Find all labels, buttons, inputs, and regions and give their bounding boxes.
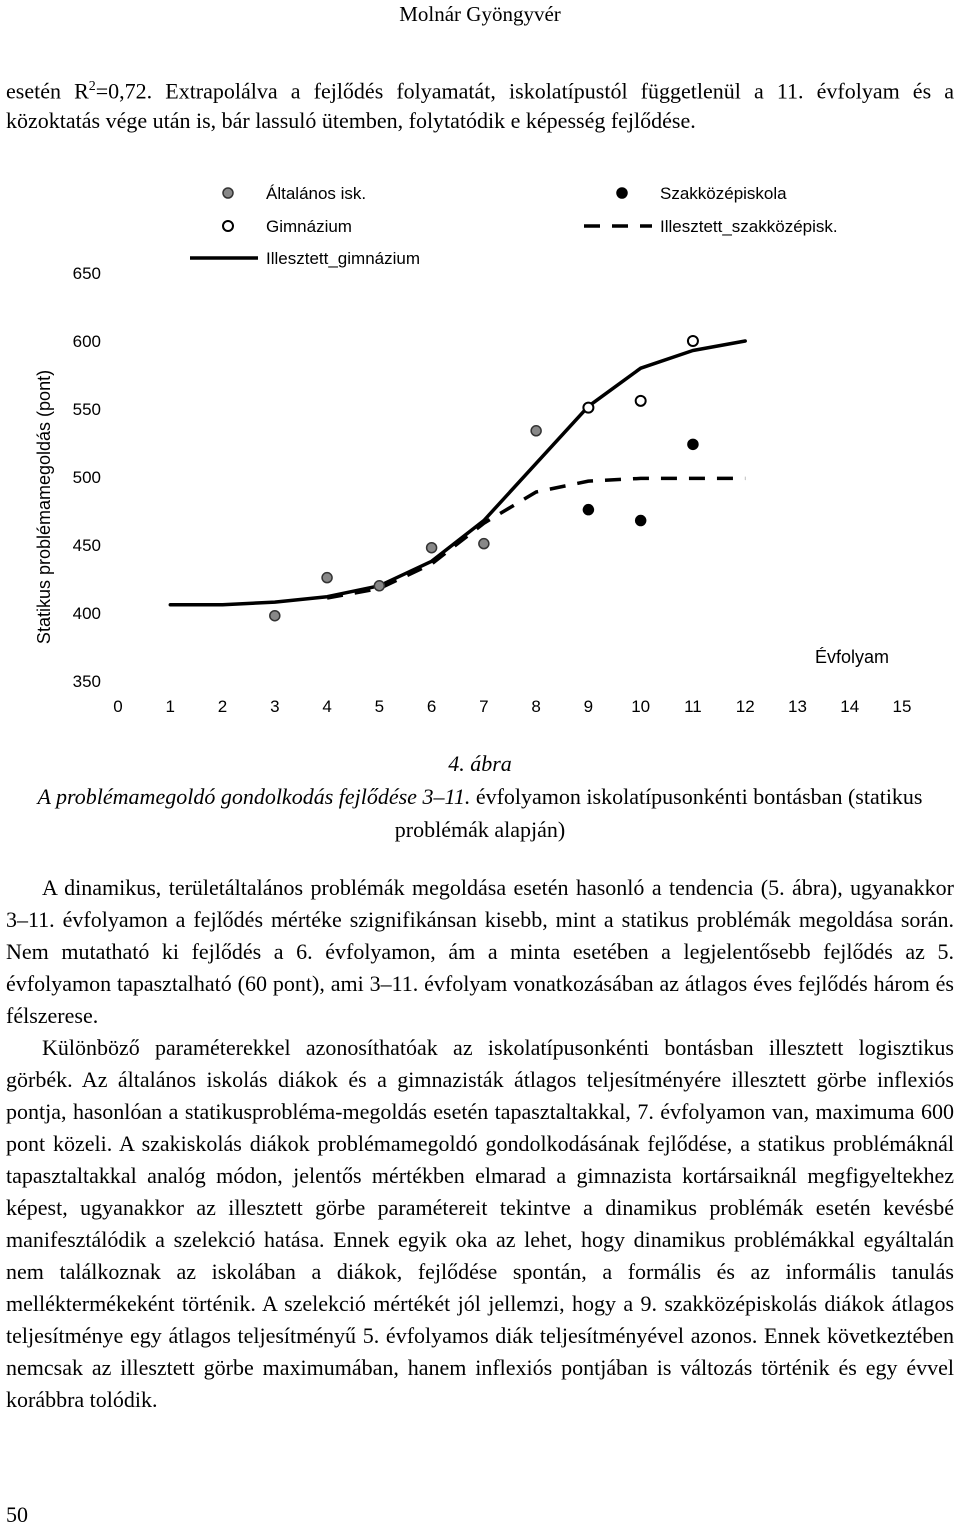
legend-marker (617, 188, 627, 198)
legend-label: Illesztett_szakközépisk. (660, 217, 838, 236)
data-point (636, 396, 646, 406)
x-tick-label: 8 (531, 697, 541, 716)
y-tick-label: 350 (72, 672, 101, 691)
data-point (583, 505, 593, 515)
legend-label: Gimnázium (266, 217, 352, 236)
y-tick-label: 550 (72, 400, 101, 419)
data-point (583, 403, 593, 413)
chart-ticks (73, 264, 912, 716)
x-tick-label: 4 (322, 697, 332, 716)
x-tick-label: 14 (840, 697, 860, 716)
data-point (374, 581, 384, 591)
legend-label: Általános isk. (266, 184, 367, 203)
page-number: 50 (6, 1502, 28, 1527)
data-point (688, 439, 698, 449)
legend-label: Szakközépiskola (660, 184, 787, 203)
y-tick-label: 400 (72, 604, 101, 623)
y-tick-label: 500 (72, 468, 101, 487)
figure-number: 4. ábra (448, 751, 512, 776)
data-point (270, 611, 280, 621)
data-point (427, 543, 437, 553)
x-tick-label: 10 (631, 697, 651, 716)
chart-legend (190, 184, 838, 268)
legend-marker (223, 188, 233, 198)
y-tick-label: 450 (72, 536, 101, 555)
x-tick-label: 5 (374, 697, 385, 716)
intro-paragraph: esetén $R^2=0,72$. Extrapolálva a fejlődés folyamatát, iskolatípustól függetlenül a 11. évfolyam és a közoktatás vége után is, bár lassuló ütemben, folytatódik e képesség fejlődése. (6, 78, 954, 134)
y-tick-label: 650 (72, 264, 101, 283)
figure-caption: A problémamegoldó gondolkodás fejlődése 3–11. évfolyamon iskolatípusonkénti bontásban (statikus problémák alapján) (37, 784, 923, 842)
y-axis-label: Statikus problémamegoldás (pont) (34, 369, 54, 645)
data-point (636, 516, 646, 526)
data-point (479, 539, 489, 549)
scatter-chart (0, 160, 960, 720)
x-axis-label: Évfolyam (814, 647, 890, 667)
x-tick-label: 6 (426, 697, 437, 716)
body-paragraph-1: A dinamikus, területáltalános problémák megoldása esetén hasonló a tendencia (5. ábra), ugyanakkor 3–11. évfolyamon a fejlődés mértéke szignifikánsan kisebb, mint a statikus problémák megoldása során. Nem mutatható ki fejlődés a 6. évfolyamon, ám a minta esetében a legjelentősebb fejlődés az 5. évfolyamon tapasztalható (60 pont), ami 3–11. évfolyam vonatkozásában az átlagos éves fejlődés három és félszerese. (6, 875, 954, 1028)
legend-label: Illesztett_gimnázium (266, 249, 421, 268)
x-tick-label: 12 (735, 697, 755, 716)
data-point (688, 336, 698, 346)
data-point (531, 426, 541, 436)
x-tick-label: 0 (113, 697, 123, 716)
running-header: Molnár Gyöngyvér (399, 2, 561, 26)
body-paragraph-2: Különböző paraméterekkel azonosíthatóak az iskolatípusonkénti bontásban illesztett logisztikus görbék. Az általános iskolás diákok és a gimnazisták átlagos teljesítményére illesztett görbe inflexiós pontja, hasonlóan a statikusprobléma-megoldás esetén tapasztaltakkal, 7. évfolyamon van, maximuma 600 pont közeli. A szakiskolás diákok problémamegoldó gondolkodásának fejlődése, a statikus problémáknál tapasztaltakkal analóg módon, jelentős mértékben elmarad a gimnazista kortársaiknál megfigyeltekhez képest, ugyanakkor az illesztett görbe paramétereit tekintve a dinamikus problémák esetén kevésbé manifesztálódik a szelekció hatása. Ennek egyik oka az lehet, hogy dinamikus problémákkal egyáltalán nem találkoznak az iskolában a diákok, fejlődése spontán, a formális és az informális tanulás melléktermékeként történik. A szelekció mértékét jól jellemzi, hogy a 9. szakközépiskolás diákok átlagos teljesítménye egy átlagos teljesítményű 5. évfolyamos diák teljesítményével azonos. Ennek következtében nemcsak az illesztett görbe maximumában, hanem inflexiós pontjában is változás történik és egy évvel korábbra tolódik. (6, 1035, 954, 1412)
x-tick-label: 15 (892, 697, 912, 716)
legend-marker (223, 221, 233, 231)
x-tick-label: 1 (165, 697, 176, 716)
body-text (6, 872, 954, 1416)
x-tick-label: 13 (788, 697, 807, 716)
x-tick-label: 7 (479, 697, 489, 716)
x-tick-label: 9 (583, 697, 594, 716)
y-tick-label: 600 (72, 332, 101, 351)
x-tick-label: 2 (217, 697, 228, 716)
fit-line-gimnazium (170, 341, 745, 605)
x-tick-label: 11 (684, 697, 702, 716)
x-tick-label: 3 (270, 697, 280, 716)
chart-fit-lines (170, 341, 745, 605)
data-point (322, 573, 332, 583)
